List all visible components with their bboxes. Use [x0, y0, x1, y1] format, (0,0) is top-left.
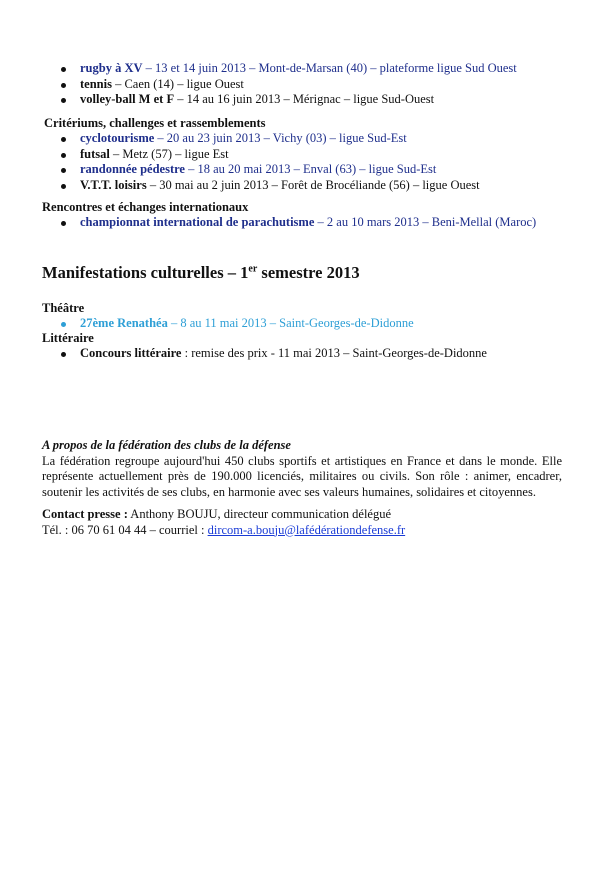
criteriums-heading: Critériums, challenges et rassemblements [44, 116, 266, 130]
item-detail: – 18 au 20 mai 2013 – Enval (63) – ligue Sud-Est [184, 162, 437, 176]
list-item [0, 162, 600, 178]
litteraire-heading: Littéraire [42, 331, 94, 345]
culture-title-main: Manifestations culturelles – 1 [42, 263, 249, 282]
contact-label: Contact presse : [42, 507, 128, 521]
item-title: randonnée pédestre [80, 162, 185, 176]
contact-tel: Tél. : 06 70 61 04 44 – courriel : [42, 522, 208, 537]
list-item [0, 61, 600, 77]
bullet-icon [61, 184, 66, 189]
bullet-icon [61, 137, 66, 142]
culture-title-end: semestre 2013 [257, 263, 360, 282]
bullet-icon [61, 168, 66, 173]
contact-section [42, 507, 562, 538]
contact-tel-line [42, 523, 562, 539]
list-item [0, 131, 600, 147]
item-title: cyclotourisme [80, 131, 155, 145]
bullet-icon [61, 67, 66, 72]
item-detail: – 30 mai au 2 juin 2013 – Forêt de Brocéliande (56) – ligue Ouest [146, 177, 480, 192]
list-item [0, 147, 600, 163]
item-detail: – 20 au 23 juin 2013 – Vichy (03) – ligue Sud-Est [154, 131, 407, 145]
item-title: rugby à XV [80, 61, 143, 75]
item-title: 27ème Renathéa [80, 316, 168, 330]
rencontres-list-block [0, 215, 600, 231]
list-item [0, 346, 600, 362]
theatre-heading: Théâtre [42, 301, 85, 315]
about-text: La fédération regroupe aujourd'hui 450 clubs sportifs et artistiques en France et dans le monde. Elle représente actuellement près de 190.000 licenciés, militaires ou civils. Son rôle : animer, encadrer, soutenir les activités de ses clubs, en harmonie avec ses valeurs humaines, solidaires et citoyennes. [42, 453, 562, 499]
item-detail: – 14 au 16 juin 2013 – Mérignac – ligue Sud-Ouest [174, 92, 435, 106]
item-detail: : remise des prix - 11 mai 2013 – Saint-Georges-de-Didonne [181, 346, 487, 360]
bullet-icon [61, 352, 66, 357]
litteraire-list [0, 346, 600, 362]
bullet-icon [61, 98, 66, 103]
item-title: Concours littéraire [80, 346, 182, 360]
sports-list-block [0, 61, 600, 108]
contact-email-link[interactable]: dircom-a.bouju@lafédérationdefense.fr [207, 522, 406, 537]
about-section [42, 438, 562, 500]
item-title: V.T.T. loisirs [80, 177, 147, 192]
list-item [0, 77, 600, 93]
item-title: tennis [80, 76, 112, 91]
culture-title [42, 263, 360, 283]
about-heading: A propos de la fédération des clubs de la défense [42, 438, 291, 452]
criteriums-list [0, 131, 600, 193]
item-title: championnat international de parachutisme [80, 215, 315, 229]
sports-list [0, 61, 600, 108]
litteraire-list-block [0, 346, 600, 362]
item-detail: – Metz (57) – ligue Est [109, 146, 229, 161]
theatre-list [0, 316, 600, 332]
item-detail: – Caen (14) – ligue Ouest [111, 76, 244, 91]
list-item [0, 92, 600, 108]
contact-line [42, 507, 562, 523]
criteriums-list-block [0, 131, 600, 193]
list-item [0, 316, 600, 332]
bullet-icon [61, 153, 66, 158]
list-item [0, 215, 600, 231]
item-title: volley-ball M et F [80, 92, 175, 106]
rencontres-heading: Rencontres et échanges internationaux [42, 200, 249, 214]
rencontres-list [0, 215, 600, 231]
item-title: futsal [80, 146, 110, 161]
culture-title-sup: er [248, 263, 258, 275]
item-detail: – 13 et 14 juin 2013 – Mont-de-Marsan (40) – plateforme ligue Sud Ouest [142, 61, 517, 75]
bullet-icon [61, 322, 66, 327]
bullet-icon [61, 221, 66, 226]
contact-name: Anthony BOUJU, directeur communication délégué [127, 507, 392, 521]
theatre-list-block [0, 316, 600, 332]
list-item [0, 178, 600, 194]
item-detail: – 8 au 11 mai 2013 – Saint-Georges-de-Didonne [167, 316, 414, 330]
item-detail: – 2 au 10 mars 2013 – Beni-Mellal (Maroc) [314, 215, 537, 229]
bullet-icon [61, 83, 66, 88]
